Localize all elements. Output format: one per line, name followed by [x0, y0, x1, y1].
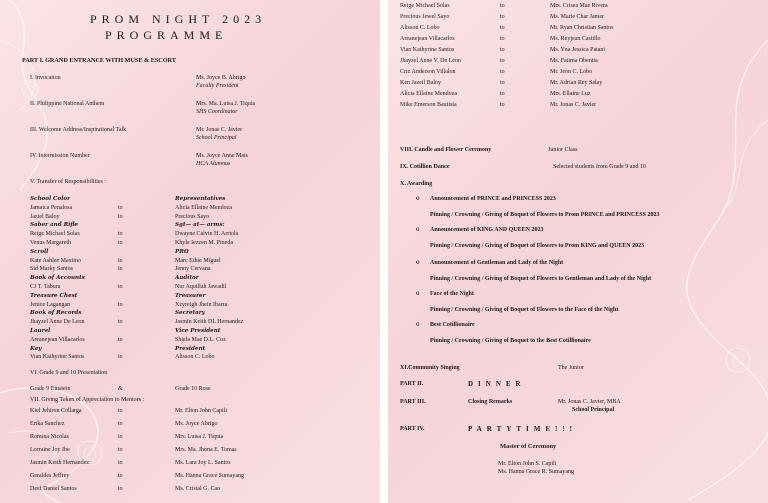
transfer-row-left: Jaziel Baloy: [30, 213, 60, 220]
item-anthem: II. Philippine National Anthem: [30, 101, 105, 107]
transfer-row-left: CJ T. Tabura: [30, 284, 61, 290]
item-invocation: I. Invocation: [30, 75, 61, 81]
candle-value: Junior Class: [548, 147, 578, 153]
mentor-row-mentor: Ms. Hanna Grace Sumayang: [175, 473, 244, 479]
item-invocation-role: Faculty President: [196, 83, 239, 89]
programme-page-right: [388, 0, 768, 503]
swirl-ornament-right: [628, 40, 768, 500]
mentor-row-student: Geraldes Jeffrey: [30, 473, 70, 479]
escort-row-mentor: Mr. Jeon C. Lobo: [550, 69, 593, 75]
award-detail: Pinning / Crowning / Giving of Boquet of Flowers to Gentleman and Lady of the Night: [430, 276, 652, 282]
transfer-row-right: Marc Ethie Miguel: [175, 257, 221, 264]
transfer-row-to: to: [118, 319, 123, 326]
award-title: Announcement of KING AND QUEEN 2023: [430, 227, 544, 233]
escort-row-mentor: Mr. Jonas C. Javier: [550, 102, 597, 108]
transfer-row-left: Treasure Chest: [30, 292, 78, 299]
mentor-row-mentor: Ms. Lara Joy L. Santos: [175, 460, 231, 466]
transfer-row-right: Xzyreigh Jhein Ibarra: [175, 301, 228, 308]
escort-row-student: Jhayzel Anne V. De Leon: [400, 58, 461, 64]
award-title: Face of the Night: [430, 291, 474, 297]
transfer-row-right: Alisson C. Lobo: [175, 354, 215, 361]
award-detail: Pinning / Crowning / Giving of Boquet of Flowers to Prom KING and QUEEN 2023: [430, 243, 645, 249]
escort-row-mentor: Ms. Yna Jessica Patani: [550, 47, 606, 53]
transfer-row-left: Saber and Rifle: [30, 222, 78, 229]
escort-row-mentor: Mrs. Ellaine Luz: [550, 91, 591, 97]
transfer-row-to: to: [118, 257, 123, 264]
transfer-row-left: Jenice Lagangan: [30, 301, 71, 308]
mentor-row-to: to: [118, 473, 123, 479]
escort-row-to: to: [500, 3, 505, 9]
transfer-row-to: to: [118, 284, 123, 290]
escort-row-student: Mike Emerson Bautista: [400, 102, 457, 108]
transfer-row-right: Secretary: [175, 310, 205, 317]
item-welcome-name: Mr. Jonas C. Javier: [196, 127, 243, 133]
escort-row-student: Alisson C. Lobo: [400, 25, 440, 31]
singing-label: XI.Community Singing: [400, 365, 460, 371]
transfer-row-to: to: [118, 354, 123, 361]
escort-row-to: to: [500, 58, 505, 64]
transfer-row-to: to: [118, 213, 123, 220]
mentor-row-mentor: Mrs. Ma. Jhona E. Tomas: [175, 447, 237, 453]
presentation-amp: &: [118, 386, 123, 392]
item-anthem-role: SHS Coordinator: [196, 109, 238, 115]
presentation-right: Grade 10 Rose: [175, 386, 211, 392]
escort-row-to: to: [500, 25, 505, 31]
presentation-heading: VI. Grade 9 and 10 Presentation: [30, 370, 108, 376]
escort-row-student: Alicia Ellaine Mendoza: [400, 91, 457, 97]
escort-row-to: to: [500, 102, 505, 108]
transfer-row-right: PRO: [175, 248, 189, 255]
item-intermission-name: Ms. Joyce Anne Mais: [196, 153, 248, 159]
part3-label: PART III.: [400, 399, 426, 405]
part3-value: Closing Remarks: [468, 399, 513, 405]
transfer-row-left: Vian Kathyrine Santos: [30, 354, 85, 361]
transfer-row-to: to: [118, 204, 123, 211]
awarding-heading: X. Awarding: [400, 181, 433, 187]
transfer-row-right: Khyle Iezzen M. Pineda: [175, 240, 233, 246]
page-gutter: [380, 0, 388, 503]
part1-heading: PART I. GRAND ENTRANCE WITH MUSE & ESCORT: [22, 57, 176, 64]
programme-subtitle: PROGRAMME: [105, 28, 228, 42]
award-detail: Pinning / Crowning / Giving of Boquet of Flowers to Prom PRINCE and PRINCESS 2023: [430, 212, 660, 218]
mentor-row-student: Romina Nicolas: [30, 434, 69, 440]
transfer-row-left: School Color: [30, 196, 71, 202]
award-title: Announcement of Gentleman and Lady of the Night: [430, 260, 564, 266]
part4-label: PART IV.: [400, 426, 425, 432]
cotillion-value: Selected students from Grade 9 and 10: [553, 164, 646, 170]
escort-row-to: to: [500, 47, 505, 53]
award-detail: Pinning / Crowning / Giving of Boquet of Flowers to the Face of the Night: [430, 307, 619, 313]
transfer-row-to: to: [118, 240, 123, 246]
transfer-row-to: to: [118, 301, 123, 308]
item-intermission: IV. Intermission Number: [30, 153, 90, 159]
escort-row-mentor: Mr. Adrian Rey Salay: [550, 80, 603, 86]
escort-row-to: to: [500, 69, 505, 75]
escort-row-to: to: [500, 91, 505, 97]
mc-name-1: Mr. Elton John S. Capili: [498, 461, 557, 467]
transfer-row-left: Venus Margareth: [30, 240, 72, 246]
mentor-row-student: Erika Sanchez: [30, 421, 65, 427]
mentor-row-to: to: [118, 447, 123, 453]
part3-name: Mr. Jonas C. Javier, MBA: [558, 399, 621, 405]
mentor-row-student: Jasmin Keith Hernandez: [30, 460, 89, 466]
transfer-row-right: Representatives: [175, 196, 226, 202]
transfer-row-left: Book of Records: [30, 310, 82, 317]
mentor-row-to: to: [118, 486, 123, 492]
transfer-row-to: to: [118, 231, 123, 238]
award-title: Best Cotillionaire: [430, 322, 475, 328]
escort-row-mentor: Mr. Ryan Christian Santos: [550, 25, 614, 31]
item-intermission-role: HCA Alumnus: [196, 161, 231, 167]
cotillion-label: IX. Cotillion Dance: [400, 164, 450, 170]
transfer-row-left: Jhayzel Anne De Leon: [30, 319, 85, 326]
part2-label: PART II.: [400, 381, 424, 387]
presentation-left: Grade 9 Einstein: [30, 386, 71, 392]
mentor-row-mentor: Mrs. Luisa J. Tiquia: [175, 434, 224, 440]
mentor-row-student: Lorraine Joy Ibe: [30, 447, 70, 453]
transfer-row-left: Book of Accounts: [30, 275, 85, 282]
mentor-row-mentor: Mr. Elton John Capili: [175, 408, 228, 414]
transfer-heading: V. Transfer of Responsibilities :: [30, 179, 107, 185]
transfer-row-right: Jasmin Keith DL Hernandez: [175, 319, 244, 326]
transfer-row-right: Jenny Cervana: [175, 266, 211, 273]
award-bullet: o: [416, 320, 420, 328]
escort-row-student: Vian Kathyrine Santos: [400, 47, 455, 53]
escort-row-student: Ken Jazeil Baloy: [400, 80, 441, 86]
mentor-row-mentor: Ms. Joyce Abrigo: [175, 421, 218, 427]
escort-row-student: Areanejean Villacarlos: [400, 36, 455, 42]
transfer-row-right: Precious Sayo: [175, 213, 210, 220]
transfer-row-right: Shiela Mae D.L. Coz: [175, 336, 226, 343]
award-bullet: o: [416, 258, 420, 266]
item-welcome: III. Welcome Address/Inspirational Talk: [30, 127, 127, 133]
award-bullet: o: [416, 194, 420, 202]
escort-row-to: to: [500, 80, 505, 86]
transfer-row-right: President: [175, 345, 206, 352]
award-bullet: o: [416, 289, 420, 297]
transfer-row-left: Kate Ashlee Maximo: [30, 257, 81, 264]
escort-row-student: Reige Michael Solas: [400, 3, 450, 9]
part4-value: PARTYTIME!!!: [468, 425, 578, 433]
part2-value: DINNER: [468, 380, 526, 388]
transfer-row-left: Sid Marky Santos: [30, 266, 74, 273]
item-invocation-name: Ms. Joyce B. Abrigo: [196, 75, 246, 81]
item-welcome-role: School Principal: [196, 135, 237, 141]
mentor-row-to: to: [118, 421, 123, 427]
transfer-row-to: to: [118, 336, 123, 343]
swirl-ornament-top-left: [0, 0, 120, 200]
candle-label: VIII. Candle and Flower Ceremony: [400, 147, 492, 153]
singing-value: The Junior: [558, 365, 584, 371]
escort-row-student: Criz Anderson Villalon: [400, 69, 456, 75]
transfer-row-left: Laurel: [30, 328, 51, 334]
transfer-row-left: Jamaica Penalosa: [30, 204, 73, 211]
mentor-row-to: to: [118, 434, 123, 440]
part3-role: School Principal: [572, 407, 615, 413]
escort-row-mentor: Ms. Marie Char Jamer: [550, 14, 604, 20]
award-detail: Pinning / Crowning / Giving of Boquet to the Best Cotillionaire: [430, 338, 591, 344]
mentors-heading: VII. Giving Token of Appreciation to Mentors :: [30, 397, 145, 403]
escort-row-to: to: [500, 14, 505, 20]
escort-row-student: Precious Jewel Sayo: [400, 14, 450, 20]
mentor-row-to: to: [118, 408, 123, 414]
programme-title: PROM NIGHT 2023: [90, 12, 267, 26]
programme-page-left: [0, 0, 380, 503]
mentor-row-student: Deef Daniel Santos: [30, 486, 77, 492]
mc-name-2: Ms. Hanna Grace R. Sumayang: [498, 469, 574, 475]
transfer-row-right: Treasurer: [175, 292, 206, 299]
item-anthem-name: Mrs. Ma. Luisa J. Tiquia: [196, 101, 256, 107]
escort-row-mentor: Ms. Fatima Obenita: [550, 58, 598, 64]
transfer-row-left: Key: [30, 345, 42, 352]
transfer-row-to: to: [118, 266, 123, 273]
mentor-row-mentor: Ms. Cristal G. Cao: [175, 486, 221, 492]
swirl-ornament-bottom-left: [0, 333, 180, 503]
escort-row-to: to: [500, 36, 505, 42]
mc-heading: Master of Ceremony: [500, 443, 557, 450]
transfer-row-right: Dwayne Calvin H. Arriola: [175, 231, 239, 238]
transfer-row-right: Alicia Ellaine Mendoza: [175, 204, 232, 211]
transfer-row-right: Nur Aquillah Jawadil: [175, 284, 227, 290]
transfer-row-left: Reige Michael Solas: [30, 231, 80, 238]
award-bullet: o: [416, 225, 420, 233]
transfer-row-left: Areanejean Villacarlos: [30, 336, 85, 343]
escort-row-mentor: Mrs. Crisea Mae Rivera: [550, 3, 608, 9]
transfer-row-left: Scroll: [30, 248, 49, 255]
transfer-row-right: Auditor: [175, 275, 199, 282]
escort-row-mentor: Ms. Reyjean Castillo: [550, 36, 601, 42]
mentor-row-to: to: [118, 460, 123, 466]
transfer-row-right: Sgt— at— arms:: [175, 222, 225, 229]
award-title: Announcement of PRINCE and PRINCESS 2023: [430, 196, 556, 202]
mentor-row-student: Kiel Jehiron Collarga: [30, 408, 82, 414]
transfer-row-right: Vice President: [175, 328, 221, 334]
